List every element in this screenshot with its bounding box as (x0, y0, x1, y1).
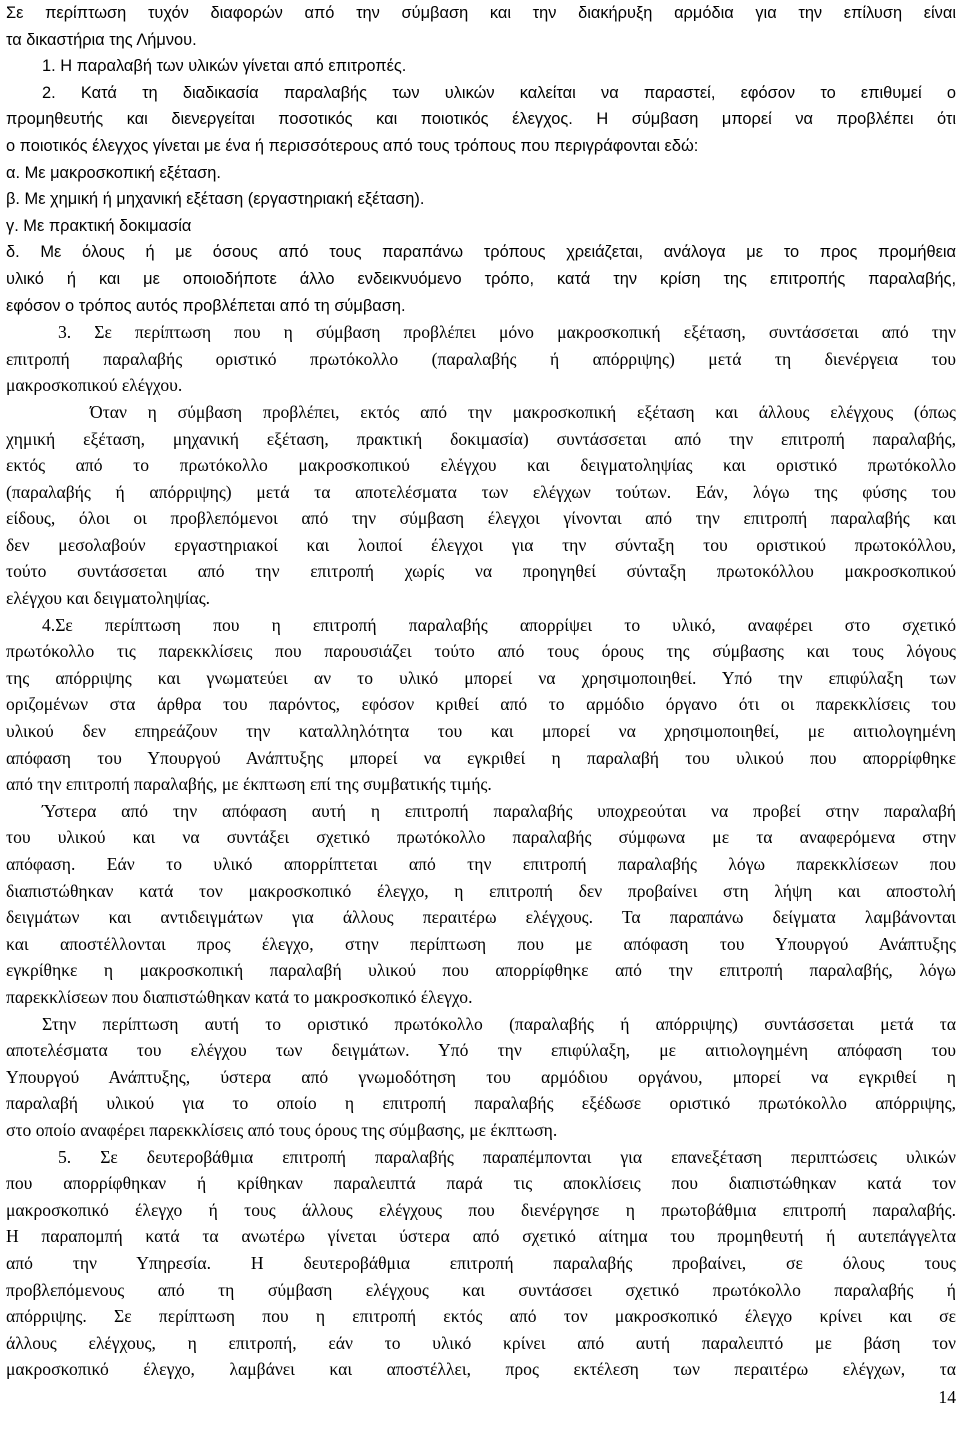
sub-item-d (6, 239, 956, 319)
text-line: επιτροπή παραλαβής οριστικό πρωτόκολλο (παραλαβής ή απόρριψης) μετά τη διενέργεια του (6, 348, 956, 369)
paragraph-otan (6, 399, 956, 612)
text-line: πρωτόκολλο τις παρεκκλίσεις που παρουσιάζει τούτο από τους όρους της σύμβασης και τους λόγους (6, 641, 956, 662)
text-line: του υλικού και να συντάξει σχετικό πρωτόκολλο παραλαβής σύμφωνα με τα αναφερόμενα στην (6, 827, 956, 848)
text-line: μακροσκοπικό έλεγχο, λαμβάνει και αποστέλλει, προς εκτέλεση των περαιτέρω ελέγχων, τα (6, 1359, 956, 1380)
text-line: προμηθευτής και διενεργείται ποσοτικός και ποιοτικός έλεγχος. Η σύμβαση μπορεί να προβλέπει ότι (6, 110, 956, 129)
text-line: παρεκκλίσεων που διαπιστώθηκαν κατά το μακροσκοπικό έλεγχο. (6, 986, 473, 1007)
text-line: 4.Σε περίπτωση που η επιτροπή παραλαβής απορρίψει το υλικό, αναφέρει στο σχετικό (42, 614, 956, 635)
text-line: 3. Σε περίπτωση που η σύμβαση προβλέπει μόνο μακροσκοπική εξέταση, συντάσσεται από την (58, 322, 956, 343)
sub-item-b (6, 186, 956, 213)
list-item-2 (6, 80, 956, 160)
sub-item-c (6, 213, 956, 240)
text-line: χημική εξέταση, μηχανική εξέταση, πρακτική δοκιμασία) συντάσσεται από την επιτροπή παραλαβής, (6, 428, 956, 449)
text-line: παραλαβή υλικού για το οποίο η επιτροπή παραλαβής εξέδωσε οριστικό πρωτόκολλο απόρριψης, (6, 1093, 956, 1114)
paragraph-1 (6, 0, 956, 53)
paragraph-stin-periptosi (6, 1011, 956, 1144)
document-page (6, 0, 956, 1383)
paragraph-ystera (6, 798, 956, 1011)
text-line: ελέγχου και δειγματοληψίας. (6, 588, 211, 609)
text-line: Στην περίπτωση αυτή το οριστικό πρωτόκολλο (παραλαβής ή απόρριψης) συντάσσεται μετά τα (42, 1013, 956, 1034)
text-line: απόφαση. Εάν το υλικό απορρίπτεται από την επιτροπή παραλαβής λόγω παρεκκλίσεων που (6, 854, 956, 874)
text-line: που απορρίφθηκαν ή κρίθηκαν παραλειπτά παρά τις αποκλίσεις που διαπιστώθηκαν κατά τον (6, 1173, 956, 1194)
text-line: εφόσον ο τρόπος αυτός προβλέπεται από τη σύμβαση. (6, 296, 406, 315)
list-item-4 (6, 612, 956, 798)
text-line: α. Με μακροσκοπική εξέταση. (6, 163, 221, 182)
sub-item-a (6, 160, 956, 187)
text-line: Όταν η σύμβαση προβλέπει, εκτός από την μακροσκοπική εξέταση και άλλους ελέγχους (όπως (90, 401, 956, 422)
text-line: 1. Η παραλαβή των υλικών γίνεται από επιτροπές. (42, 57, 407, 76)
text-line: 5. Σε δευτεροβάθμια επιτροπή παραλαβής παραπέμπονται για επανεξέταση περιπτώσεις υλικών (58, 1146, 956, 1167)
list-item-1 (6, 53, 956, 80)
text-line: β. Με χημική ή μηχανική εξέταση (εργαστηριακή εξέταση). (6, 190, 425, 209)
text-line: απόρριψης. Σε περίπτωση που η επιτροπή εκτός από τον μακροσκοπικό έλεγχο κρίνει και σε (6, 1306, 956, 1327)
list-item-5 (6, 1144, 956, 1383)
text-line: 2. Κατά τη διαδικασία παραλαβής των υλικών καλείται να παραστεί, εφόσον το επιθυμεί ο (42, 83, 956, 102)
text-line: εκτός από το πρωτόκολλο μακροσκοπικού ελέγχου και δειγματοληψίας και οριστικό πρωτόκολλο (6, 455, 956, 476)
text-line: από την επιτροπή παραλαβής, με έκπτωση επί της συμβατικής τιμής. (6, 774, 492, 795)
text-line: μακροσκοπικό έλεγχο ή τους άλλους ελέγχους που διενέργησε η πρωτοβάθμια επιτροπή παραλαβής. (6, 1199, 956, 1220)
text-line: Υπουργού Ανάπτυξης, ύστερα από γνωμοδότηση του αρμόδιου οργάνου, μπορεί να εγκριθεί η (6, 1066, 956, 1087)
text-line: ο ποιοτικός έλεγχος γίνεται με ένα ή περισσότερους από τους τρόπους που περιγράφονται εδώ: (6, 136, 699, 155)
list-item-3 (6, 319, 956, 399)
text-line: δειγμάτων και αντιδειγμάτων για άλλους περαιτέρω ελέγχους. Τα παραπάνω δείγματα λαμβάνονται (6, 907, 956, 928)
text-line: εγκρίθηκε η μακροσκοπική παραλαβή υλικού που απορρίφθηκε από την επιτροπή παραλαβής, λόγω (6, 960, 956, 981)
text-line: τα δικαστήρια της Λήμνου. (6, 30, 197, 49)
text-line: στο οποίο αναφέρει παρεκκλίσεις από τους όρους της σύμβασης, με έκπτωση. (6, 1119, 558, 1140)
text-line: Ύστερα από την απόφαση αυτή η επιτροπή παραλαβής υποχρεούται να προβεί στην παραλαβή (42, 800, 956, 821)
text-line: είδους, όλοι οι προβλεπόμενοι από την σύμβαση έλεγχοι γίνονται από την επιτροπή παραλαβής και (6, 508, 956, 529)
text-line: υλικό ή και με οποιοδήποτε άλλο ενδεικνυόμενο τρόπο, κατά την κρίση της επιτροπής παραλαβής, (6, 269, 956, 288)
text-line: και αποστέλλονται προς έλεγχο, στην περίπτωση που με απόφαση του Υπουργού Ανάπτυξης (6, 933, 956, 954)
text-line: από την Υπηρεσία. Η δευτεροβάθμια επιτροπή παραλαβής προβαίνει, σε όλους τους (6, 1252, 956, 1273)
text-line: προβλεπόμενους από τη σύμβαση ελέγχους και συντάσσει σχετικό πρωτόκολλο παραλαβής ή (6, 1279, 956, 1300)
text-line: οριζομένων στα άρθρα του παρόντος, εφόσον κριθεί από το αρμόδιο όργανο ότι οι παρεκκλίσεις του (6, 694, 956, 715)
text-line: αποτελέσματα του ελέγχου των δειγμάτων. Υπό την επιφύλαξη, με αιτιολογημένη απόφαση του (6, 1040, 956, 1061)
text-line: της απόρριψης και γνωματεύει αν το υλικό μπορεί να χρησιμοποιηθεί. Υπό την επιφύλαξη των (6, 667, 956, 688)
text-line: δεν μεσολαβούν εργαστηριακοί και λοιποί έλεγχοι για την σύνταξη του οριστικού πρωτοκόλλου, (6, 534, 956, 555)
page-number: 14 (938, 1387, 956, 1407)
text-line: απόφαση του Υπουργού Ανάπτυξης μπορεί να εγκριθεί η παραλαβή του υλικού που απορρίφθηκε (6, 747, 956, 768)
text-line: διαπιστώθηκαν κατά τον μακροσκοπικό έλεγχο, η επιτροπή δεν προβαίνει στη λήψη και αποστολή (6, 880, 956, 901)
text-line: (παραλαβής ή απόρριψης) μετά τα αποτελέσματα των ελέγχων τούτων. Εάν, λόγω της φύσης του (6, 481, 956, 502)
text-line: υλικού δεν επηρεάζουν την καταλληλότητα του και μπορεί να χρησιμοποιηθεί, με αιτιολογημένη (6, 721, 956, 742)
text-line: Η παραπομπή κατά τα ανωτέρω γίνεται ύστερα από σχετικό αίτημα του προμηθευτή ή αυτεπάγγελτα (6, 1226, 956, 1247)
text-line: μακροσκοπικού ελέγχου. (6, 375, 183, 396)
text-line: γ. Με πρακτική δοκιμασία (6, 216, 192, 235)
text-line: άλλους ελέγχους, η επιτροπή, εάν το υλικό κρίνει από αυτή παραλειπτό με βάση τον (6, 1332, 956, 1353)
text-line: τούτο συντάσσεται από την επιτροπή χωρίς να προηγηθεί σύνταξη πρωτοκόλλου μακροσκοπικού (6, 561, 956, 582)
text-line: δ. Με όλους ή με όσους από τους παραπάνω τρόπους χρειάζεται, ανάλογα με το προς προμήθεια (6, 243, 956, 262)
text-line: Σε περίπτωση τυχόν διαφορών από την σύμβαση και την διακήρυξη αρμόδια για την επίλυση είναι (6, 4, 956, 22)
